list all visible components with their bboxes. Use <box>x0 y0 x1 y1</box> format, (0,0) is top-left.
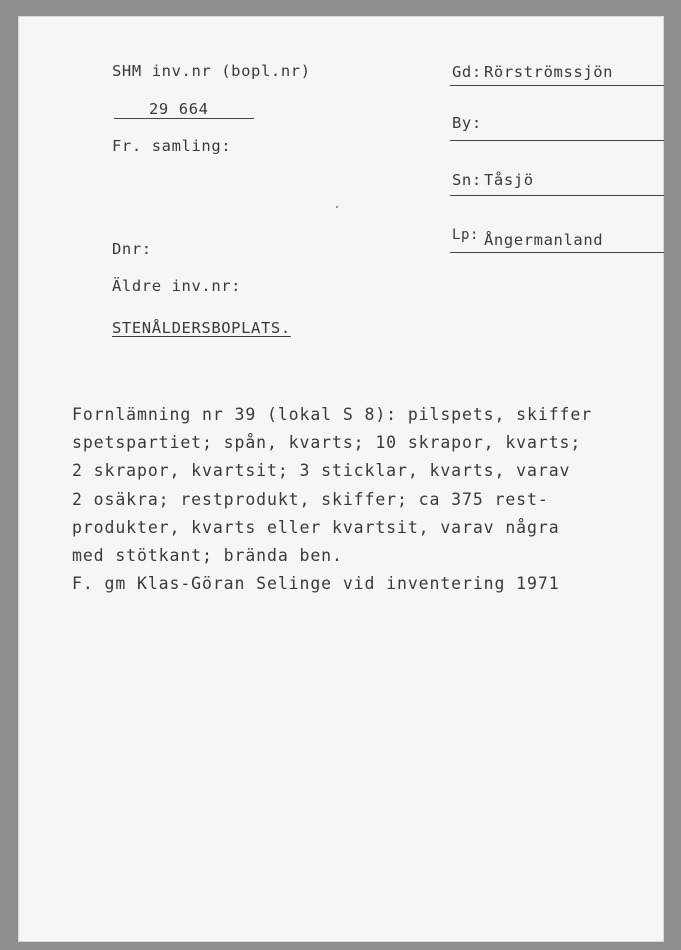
lp-line <box>450 252 664 253</box>
sn-value: Tåsjö <box>484 171 534 189</box>
description-line: 2 osäkra; restprodukt, skiffer; ca 375 rest- <box>72 489 549 509</box>
find-description <box>72 401 652 598</box>
inventory-number-underline <box>114 118 254 119</box>
scan-speck <box>336 206 338 208</box>
aldre-inv-label: Äldre inv.nr: <box>112 277 242 295</box>
shm-inv-label: SHM inv.nr (bopl.nr) <box>112 62 311 80</box>
inventory-number: 29 664 <box>149 100 209 118</box>
by-line <box>450 140 664 141</box>
description-line: F. gm Klas-Göran Selinge vid inventering 1971 <box>72 574 560 594</box>
by-label: By: <box>452 114 482 132</box>
gd-line <box>450 85 664 86</box>
description-line: med stötkant; brända ben. <box>72 546 343 566</box>
lp-value: Ångermanland <box>484 231 604 249</box>
gd-label: Gd: <box>452 63 482 81</box>
lp-label: Lp: <box>452 227 480 243</box>
description-line: 2 skrapor, kvartsit; 3 sticklar, kvarts, varav <box>72 461 571 481</box>
description-line: Fornlämning nr 39 (lokal S 8): pilspets, skiffer <box>72 405 593 424</box>
category-heading: STENÅLDERSBOPLATS. <box>112 319 291 337</box>
description-line: produkter, kvarts eller kvartsit, varav några <box>72 517 560 537</box>
catalog-card <box>18 16 664 942</box>
fr-samling-label: Fr. samling: <box>112 137 232 155</box>
description-line: spetspartiet; spån, kvarts; 10 skrapor, kvarts; <box>72 433 582 453</box>
sn-label: Sn: <box>452 171 482 189</box>
sn-line <box>450 195 664 196</box>
gd-value: Rörströmssjön <box>484 63 614 81</box>
dnr-label: Dnr: <box>112 240 152 258</box>
